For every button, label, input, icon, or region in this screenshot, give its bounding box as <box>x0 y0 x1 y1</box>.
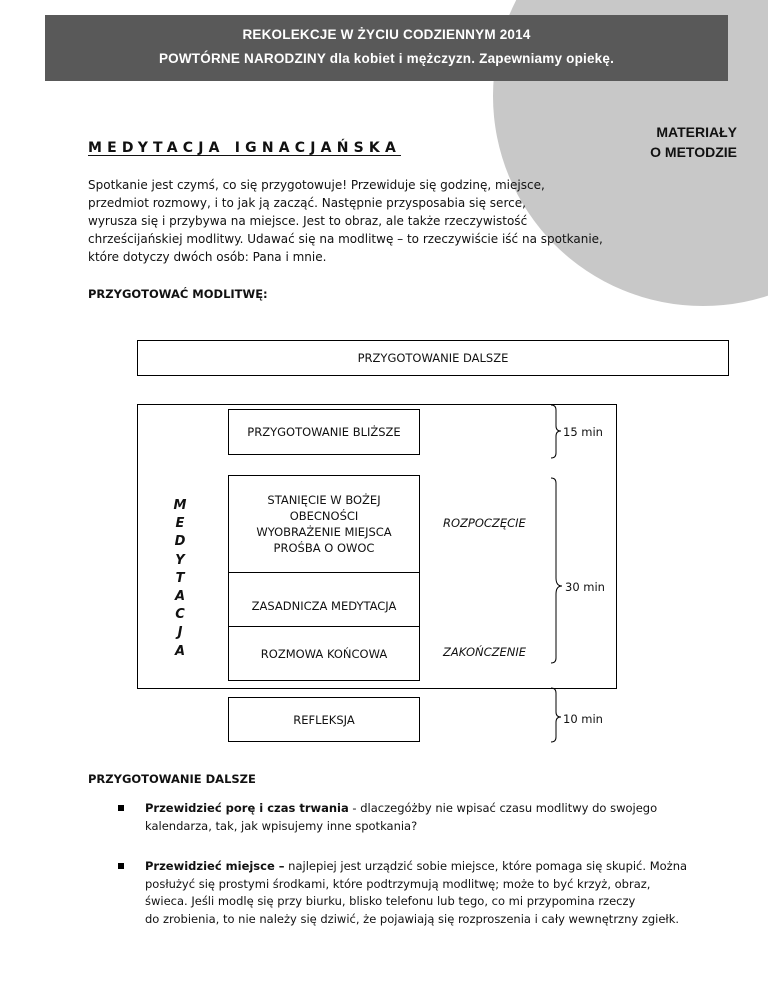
vertical-letter: E <box>175 516 185 532</box>
intro-line: chrześcijańskiej modlitwy. Udawać się na modlitwę – to rzeczywiście iść na spotkanie, <box>88 232 603 246</box>
side-label-line-2: O METODZIE <box>650 144 737 160</box>
closing-label: ZAKOŃCZENIE <box>443 645 527 659</box>
time-30min: 30 min <box>565 580 605 594</box>
vertical-letter: Y <box>175 552 185 568</box>
opening-step: WYOBRAŻENIE MIEJSCA <box>256 525 392 539</box>
bullet-icon <box>118 863 124 869</box>
opening-step: STANIĘCIE W BOŻEJ <box>267 493 381 507</box>
bullet-text: kalendarza, tak, jak wpisujemy inne spotkania? <box>145 818 418 833</box>
banner-line-2: POWTÓRNE NARODZINY dla kobiet i mężczyzn. Zapewniamy opiekę. <box>158 51 615 66</box>
vertical-letter: A <box>174 589 186 605</box>
banner-line-1: REKOLEKCJE W ŻYCIU CODZIENNYM 2014 <box>242 27 531 42</box>
bracket-10min <box>551 688 561 742</box>
closing-conversation-label: ROZMOWA KOŃCOWA <box>260 646 388 661</box>
bullet-icon <box>118 805 124 811</box>
bullet-text: do zrobienia, to nie należy się dziwić, że pojawiają się rozproszenia i cały wewnętrzny zgiełk. <box>145 911 680 926</box>
bracket-30min <box>551 478 562 663</box>
vertical-letter: A <box>174 643 186 659</box>
outer-prep-label: PRZYGOTOWANIE DALSZE <box>357 351 509 365</box>
section-heading: PRZYGOTOWAĆ MODLITWĘ: <box>88 287 268 301</box>
vertical-letter: J <box>177 625 183 641</box>
bullet-item <box>145 800 728 835</box>
time-10min: 10 min <box>563 712 603 726</box>
intro-line: Spotkanie jest czymś, co się przygotowuje! Przewiduje się godzinę, miejsce, <box>88 178 545 192</box>
bullet-text: najlepiej jest urządzić sobie miejsce, które pomaga się skupić. Można <box>284 859 688 873</box>
time-15min: 15 min <box>563 425 603 439</box>
intro-line: wyrusza się i przybywa na miejsce. Jest to obraz, ale także rzeczywistość <box>88 214 528 228</box>
bullet-bold: Przewidzieć miejsce – <box>145 859 285 873</box>
vertical-letter: M <box>173 498 187 513</box>
opening-step: OBECNOŚCI <box>289 509 359 523</box>
bullet-text: świeca. Jeśli modlę się przy biurku, blisko telefonu lub tego, co mi przypomina rzeczy <box>145 894 636 908</box>
main-meditation-label: ZASADNICZA MEDYTACJA <box>251 599 397 613</box>
vertical-letter: C <box>175 607 185 623</box>
reflection-label: REFLEKSJA <box>293 712 355 727</box>
bracket-15min <box>551 405 561 458</box>
bullet-text: posłużyć się prostymi środkami, które podtrzymują modlitwę; może to być krzyż, obraz, <box>145 876 651 891</box>
opening-step: PROŚBA O OWOC <box>273 541 375 555</box>
subheading: PRZYGOTOWANIE DALSZE <box>88 772 256 786</box>
side-label-line-1: MATERIAŁY <box>656 124 737 140</box>
intro-line: które dotyczy dwóch osób: Pana i mnie. <box>88 250 327 264</box>
bullet-bold: Przewidzieć porę i czas trwania <box>145 801 349 815</box>
opening-label: ROZPOCZĘCIE <box>443 516 526 530</box>
bullet-text: - dlaczegóżby nie wpisać czasu modlitwy do swojego <box>348 801 658 815</box>
bullet-item <box>145 858 728 928</box>
intro-line: przedmiot rozmowy, i to jak ją zacząć. Następnie przysposabia się serce, <box>88 196 526 210</box>
vertical-letter: T <box>175 570 185 586</box>
page-title: MEDYTACJA IGNACJAŃSKA <box>88 140 401 156</box>
vertical-letter: D <box>174 534 186 550</box>
near-prep-label: PRZYGOTOWANIE BLIŻSZE <box>247 425 401 439</box>
